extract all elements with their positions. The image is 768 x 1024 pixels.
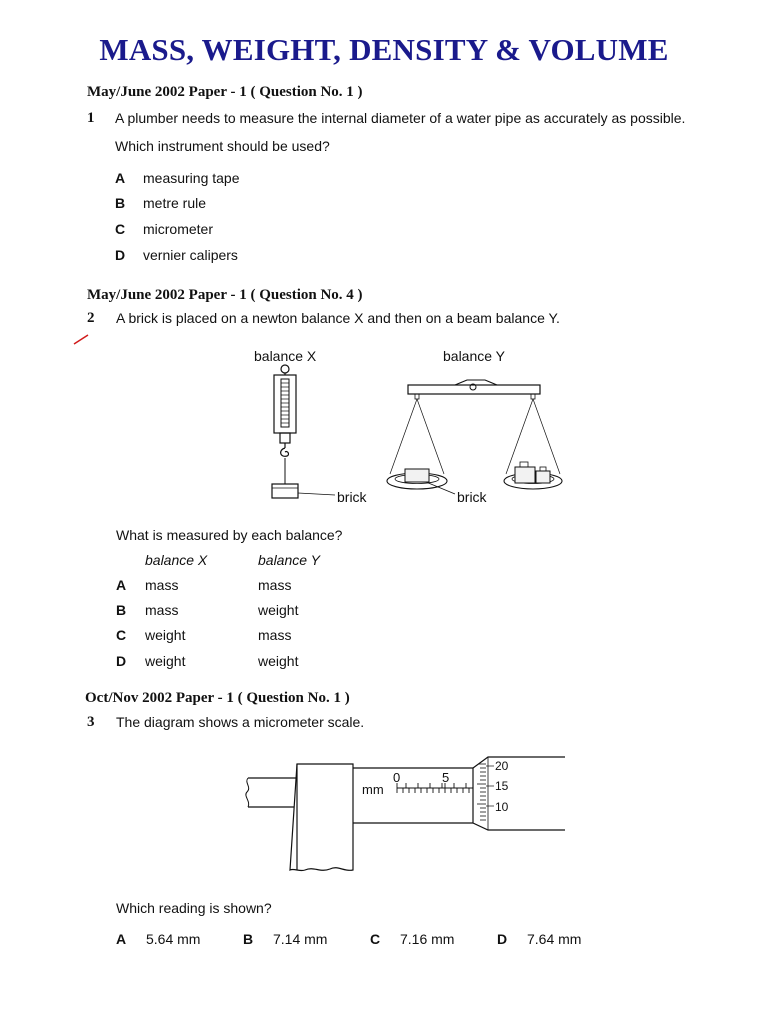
q3-option-b-letter: B (243, 931, 254, 947)
q2-option-a-x: mass (145, 577, 179, 593)
q1-stem: A plumber needs to measure the internal diameter of a water pipe as accurately as possible. (115, 110, 686, 126)
micrometer-diagram (240, 750, 570, 880)
micrometer-unit-label: mm (362, 782, 384, 797)
q2-col-y-header: balance Y (258, 552, 321, 568)
micrometer-frame (290, 764, 353, 871)
micrometer-anvil (246, 778, 297, 807)
q1-option-b-letter: B (115, 195, 126, 211)
q1-number: 1 (87, 110, 95, 126)
q1-option-d-text: vernier calipers (143, 247, 238, 263)
sleeve-mark-0: 0 (393, 770, 401, 785)
balance-x-label: balance X (254, 348, 317, 364)
q2-option-b-letter: B (116, 602, 127, 618)
q1-source-heading: May/June 2002 Paper - 1 ( Question No. 1 ) (87, 84, 363, 100)
q1-option-c-letter: C (115, 221, 126, 237)
q2-option-c-x: weight (145, 627, 186, 643)
q1-option-d-letter: D (115, 247, 126, 263)
q1-option-c-text: micrometer (143, 221, 214, 237)
thimble-mark-15: 15 (495, 779, 509, 793)
newton-balance-x (272, 365, 335, 498)
q1-option-a-letter: A (115, 170, 126, 186)
q2-option-d-y: weight (258, 653, 299, 669)
page-title: MASS, WEIGHT, DENSITY & VOLUME (99, 32, 669, 67)
q2-option-c-letter: C (116, 627, 127, 643)
q2-option-b-x: mass (145, 602, 179, 618)
q1-option-b-text: metre rule (143, 195, 207, 211)
thimble-mark-20: 20 (495, 759, 509, 773)
q2-option-b-y: weight (258, 602, 299, 618)
q3-option-d-text: 7.64 mm (527, 931, 582, 947)
q3-option-d-letter: D (497, 931, 508, 947)
q3-prompt: Which reading is shown? (116, 900, 272, 916)
q2-option-a-letter: A (116, 577, 127, 593)
q3-option-c-text: 7.16 mm (400, 931, 455, 947)
q2-stem: A brick is placed on a newton balance X and then on a beam balance Y. (116, 310, 560, 326)
q1-option-a-text: measuring tape (143, 170, 240, 186)
q3-option-b-text: 7.14 mm (273, 931, 328, 947)
q2-number: 2 (87, 310, 95, 326)
q2-option-d-letter: D (116, 653, 127, 669)
q3-option-c-letter: C (370, 931, 381, 947)
q1-prompt: Which instrument should be used? (115, 138, 330, 154)
micrometer-thimble (473, 757, 565, 830)
beam-balance-y (387, 380, 562, 494)
q2-option-c-y: mass (258, 627, 292, 643)
balance-diagram (230, 342, 580, 512)
q3-number: 3 (87, 714, 95, 730)
q3-option-a-letter: A (116, 931, 127, 947)
q3-option-a-text: 5.64 mm (146, 931, 201, 947)
q2-prompt: What is measured by each balance? (116, 527, 343, 543)
q2-col-x-header: balance X (145, 552, 208, 568)
thimble-mark-10: 10 (495, 800, 509, 814)
brick-label-y: brick (457, 489, 487, 505)
q3-source-heading: Oct/Nov 2002 Paper - 1 ( Question No. 1 ) (85, 690, 350, 706)
q3-stem: The diagram shows a micrometer scale. (116, 714, 365, 730)
red-tick-mark (70, 332, 92, 348)
brick-label-x: brick (337, 489, 367, 505)
q2-option-a-y: mass (258, 577, 292, 593)
q2-source-heading: May/June 2002 Paper - 1 ( Question No. 4 ) (87, 287, 363, 303)
sleeve-mark-5: 5 (442, 770, 450, 785)
balance-y-label: balance Y (443, 348, 506, 364)
q2-option-d-x: weight (145, 653, 186, 669)
